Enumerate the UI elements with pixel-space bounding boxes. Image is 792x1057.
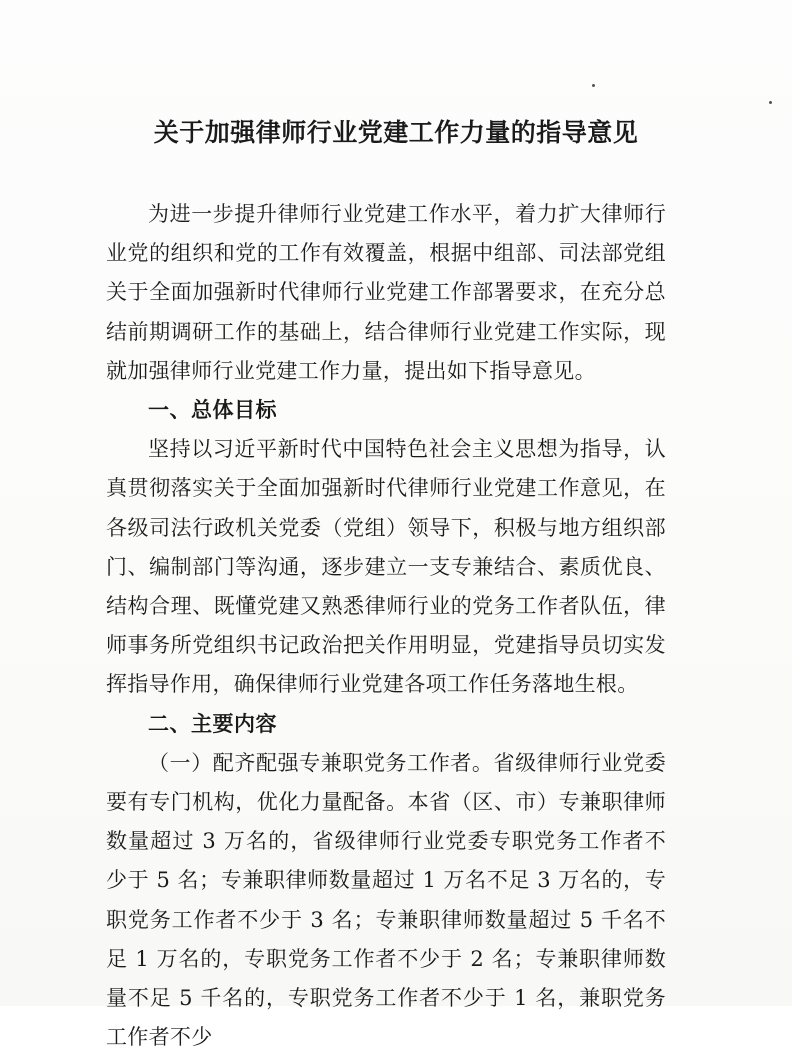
document-title: 关于加强律师行业党建工作力量的指导意见 <box>153 118 639 147</box>
document-body <box>106 195 666 1057</box>
section-heading-content: 二、主要内容 <box>148 711 277 736</box>
intro-paragraph: 为进一步提升律师行业党建工作水平，着力扩大律师行业党的组织和党的工作有效覆盖，根据中组部、司法部党组关于全面加强新时代律师行业党建工作部署要求，在充分总结前期调研工作的基础上，结合律师行业党建工作实际，现就加强律师行业党建工作力量，提出如下指导意见。 <box>106 202 666 383</box>
section-heading-goals: 一、总体目标 <box>148 398 277 423</box>
goals-paragraph: 坚持以习近平新时代中国特色社会主义思想为指导，认真贯彻落实关于全面加强新时代律师行业党建工作意见，在各级司法行政机关党委（党组）领导下，积极与地方组织部门、编制部门等沟通，逐步建立一支专兼结合、素质优良、结构合理、既懂党建又熟悉律师行业的党务工作者队伍，律师事务所党组织书记政治把关作用明显，党建指导员切实发挥指导作用，确保律师行业党建各项工作任务落地生根。 <box>106 437 666 697</box>
scan-speck <box>592 84 595 87</box>
scan-speck <box>769 101 772 104</box>
content-paragraph: （一）配齐配强专兼职党务工作者。省级律师行业党委要有专门机构，优化力量配备。本省（区、市）专兼职律师数量超过 3 万名的，省级律师行业党委专职党务工作者不少于 5 名；专兼职律师数量超过 1 万名不足 3 万名的，专职党务工作者不少于 3 名；专兼职律师数量超过 5 千名不足 1 万名的，专职党务工作者不少于 2 名；专兼职律师数量不足 5 千名的，专职党务工作者不少于 1 名，兼职党务工作者不少 <box>106 750 666 1050</box>
